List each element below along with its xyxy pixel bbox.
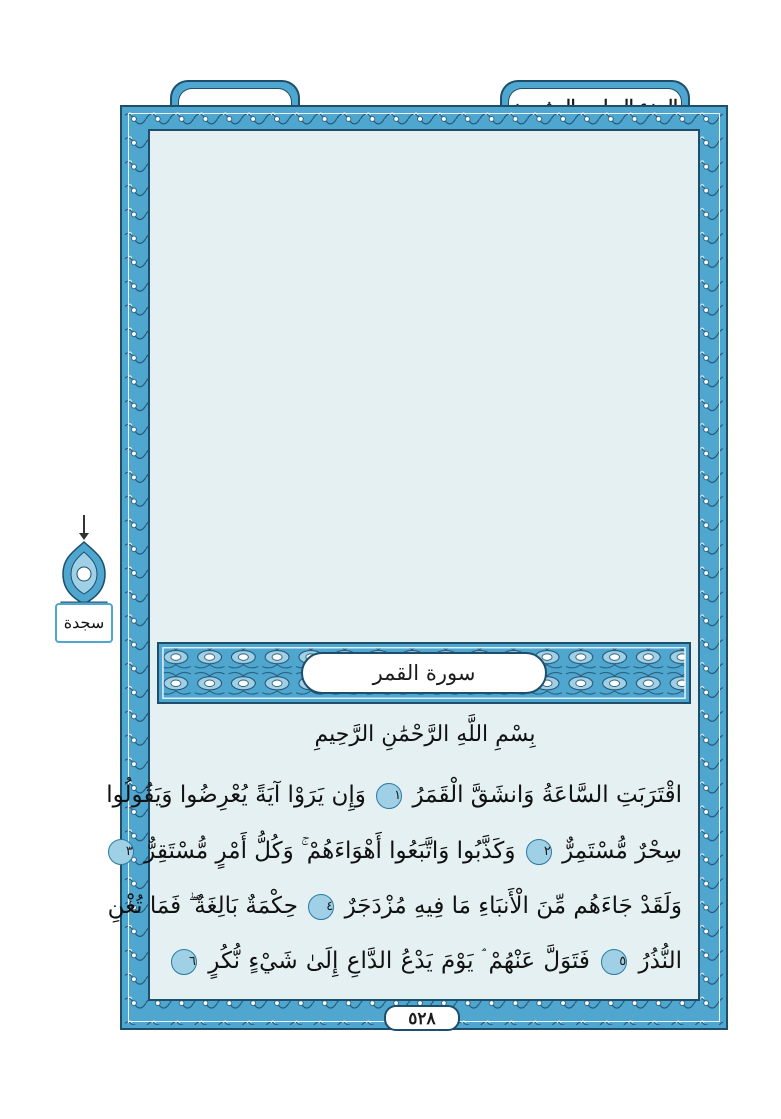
ayah-end-marker-icon: ٣ (108, 839, 134, 865)
verse-text: اقْتَرَبَتِ السَّاعَةُ وَانشَقَّ الْقَمَرُ (412, 782, 682, 808)
surah-title-box (301, 652, 547, 694)
page-number: ٥٢٨ (408, 1009, 436, 1029)
content-panel (148, 129, 700, 1001)
basmala: بِسْمِ اللَّهِ الرَّحْمَٰنِ الرَّحِيمِ (314, 722, 536, 747)
ayah-end-marker-icon: ٢ (526, 839, 552, 865)
sajda-arrow-head-icon (79, 533, 89, 540)
verse-text: وَلَقَدْ جَاءَهُم مِّنَ الْأَنبَاءِ مَا فِيهِ مُزْدَجَرٌ (344, 893, 682, 919)
surah-title: سورة القمر (372, 661, 476, 685)
verse-text: حِكْمَةٌ بَالِغَةٌ ۖ فَمَا تُغْنِ (107, 893, 298, 919)
sajda-label: سجدة (63, 613, 105, 632)
verse-line-1 (106, 782, 682, 809)
verse-text: فَتَوَلَّ عَنْهُمْ ۘ يَوْمَ يَدْعُ الدَّاعِ إِلَىٰ شَيْءٍ نُّكُرٍ (208, 948, 590, 974)
sajda-label-box (55, 603, 113, 643)
ayah-end-marker-icon: ١ (376, 783, 402, 809)
ayah-end-marker-icon: ٤ (308, 894, 334, 920)
surah-banner (157, 642, 691, 704)
verse-line-3 (107, 893, 682, 920)
verse-line-2 (125, 838, 682, 865)
verse-text: وَإِن يَرَوْا آيَةً يُعْرِضُوا وَيَقُولُوا (106, 782, 366, 808)
verse-line-4 (168, 948, 682, 975)
verse-text: النُّذُرُ (638, 948, 683, 974)
verse-text: وَكَذَّبُوا وَاتَّبَعُوا أَهْوَاءَهُمْ ۚ وَكُلُّ أَمْرٍ مُّسْتَقِرٌّ (144, 838, 516, 864)
ayah-end-marker-icon: ٦ (171, 949, 197, 975)
verse-text: سِحْرٌ مُّسْتَمِرٌّ (562, 838, 682, 864)
page-number-box (384, 1005, 460, 1031)
ayah-end-marker-icon: ٥ (601, 949, 627, 975)
